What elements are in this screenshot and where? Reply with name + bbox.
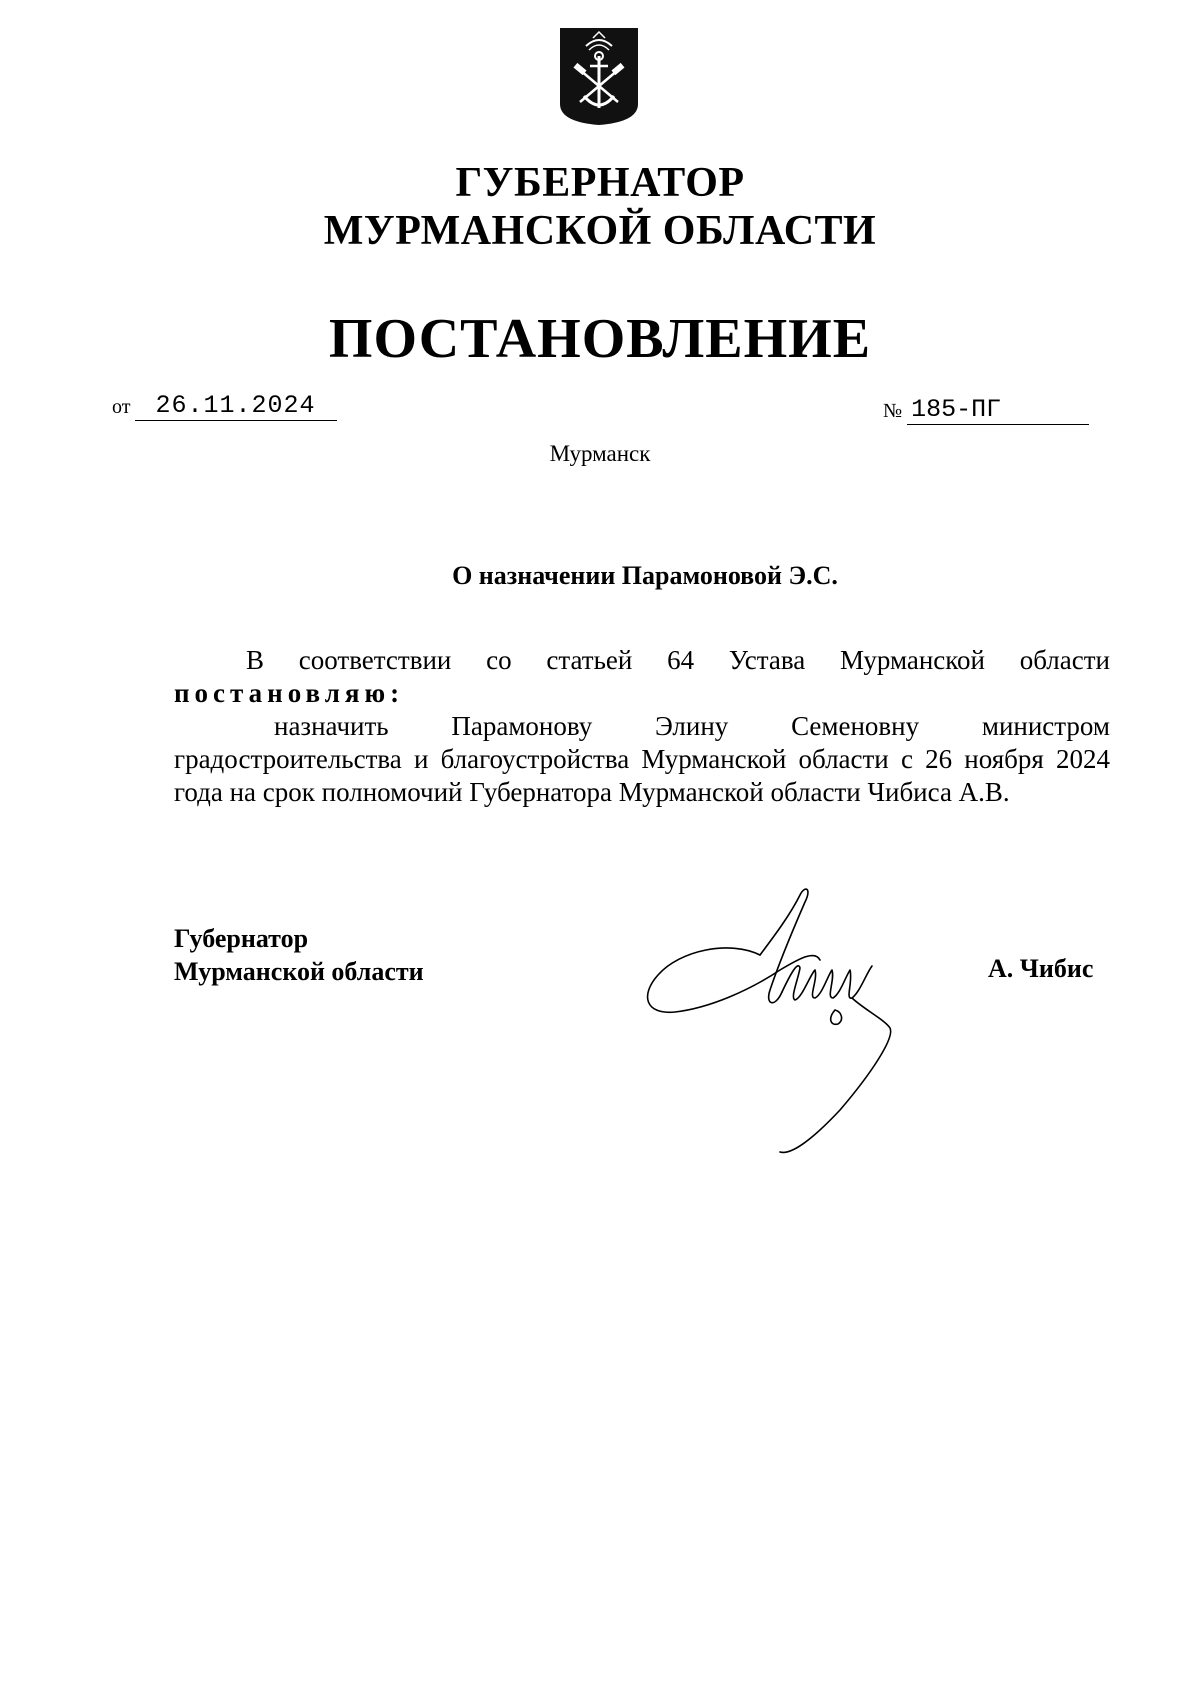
resolution-paragraph: назначить Парамонову Элину Семеновну министром градостроительства и благоустройства Мурманской области с 26 ноября 2024 года на срок полномочий Губернатора Мурманской области Чибиса А.В.	[174, 711, 1110, 807]
resolve-word: постановляю:	[174, 678, 405, 708]
number-field	[883, 396, 1089, 428]
number-sign: №	[883, 400, 903, 422]
intro-paragraph	[174, 644, 1110, 710]
document-type-title: ПОСТАНОВЛЕНИЕ	[328, 308, 872, 370]
signer-name: А. Чибис	[988, 954, 1094, 983]
document-subject: О назначении Парамоновой Э.С.	[452, 561, 838, 590]
authority-region: МУРМАНСКОЙ ОБЛАСТИ	[323, 208, 877, 254]
date-field	[112, 392, 337, 424]
city-name: Мурманск	[549, 441, 651, 466]
coat-of-arms-icon	[558, 26, 640, 126]
signature-icon	[640, 880, 910, 1160]
document-body	[174, 644, 1110, 809]
date-value: 26.11.2024	[135, 392, 337, 421]
intro-text: В соответствии со статьей 64 Устава Мурманской области	[246, 645, 1110, 675]
authority-title: ГУБЕРНАТОР	[455, 160, 745, 206]
signer-title-line-1: Губернатор	[174, 924, 309, 953]
signer-title-line-2: Мурманской области	[174, 957, 424, 986]
document-number: 185-ПГ	[907, 396, 1089, 425]
date-prefix: от	[112, 396, 131, 418]
